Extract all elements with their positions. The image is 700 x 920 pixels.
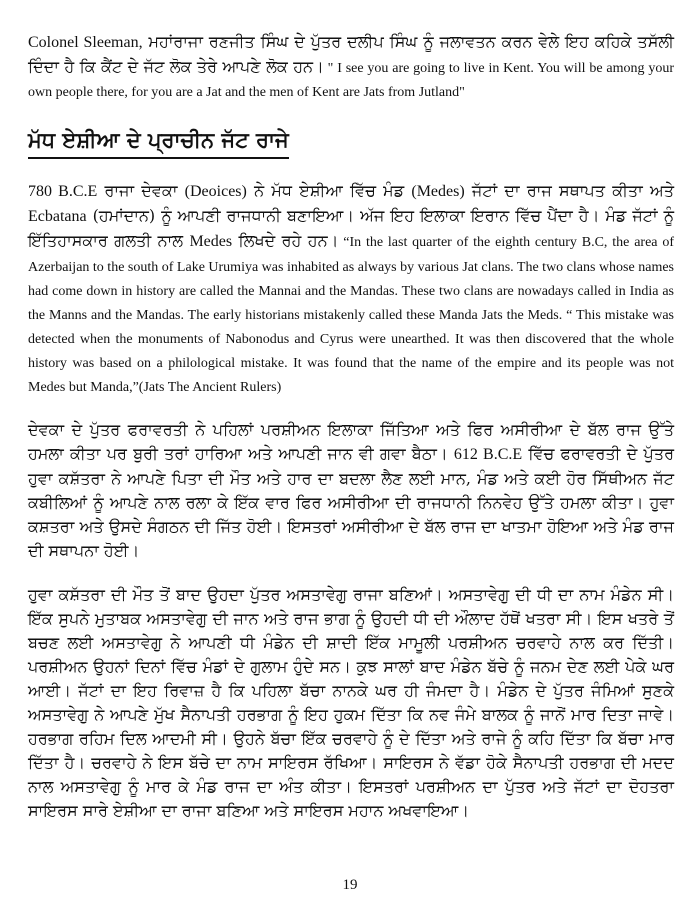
english-quote: “In the last quarter of the eighth century B.C, the area of Azerbaijan to the south of Lake Urumiya was inhabited as always by various Jat clans. The two clans whose names had come down in history are called the Mannai and the Mandas. These two clans are nowadays called in India as the Manns and the Mandas. The early historians mistakenly called these Manda Jats the Meds. “ This mistake was detected when the monuments of Nabonodus and Cyrus were unearthed. It was then discovered that the whole history was based on a philological mistake. It was found that the name of the empire and its people was not Medes but Manda,”(Jats The Ancient Rulers) (28, 235, 674, 395)
page-content (28, 30, 674, 823)
english-term: (Deoices) (184, 183, 247, 200)
english-term: (Medes) (411, 183, 465, 200)
colonel-sleeman-text: Colonel Sleeman, (28, 34, 143, 51)
punjabi-text: ਲਿਖਦੇ ਰਹੇ ਹਨ। (232, 231, 339, 250)
english-term: Medes (189, 233, 233, 250)
paragraph-dalip-singh (28, 30, 674, 103)
english-quote: " I see you are going to live in Kent. You will be among your own people there, for you are a Jat and the men of Kent are Jats from Jutland" (28, 61, 674, 100)
punjabi-text: ਦੇਵਕਾ ਦੇ ਪੁੱਤਰ ਫਰਾਵਰਤੀ ਨੇ ਪਹਿਲਾਂ ਪਰਸ਼ੀਅਨ ਇਲਾਕਾ ਜਿੱਤਿਆ ਅਤੇ ਫਿਰ ਅਸੀਰੀਆ ਦੇ ਬੱਲ ਰਾਜ ਉੱਤੇ ਹਮਲਾ ਕੀਤਾ ਪਰ ਬੁਰੀ ਤਰਾਂ ਹਾਰਿਆ ਅਤੇ ਆਪਣੀ ਜਾਨ ਵੀ ਗਵਾ ਬੈਠਾ। (28, 420, 674, 463)
paragraph-deoices (28, 179, 674, 398)
paragraph-cyrus: ਹੁਵਾ ਕਸ਼ੱਤਰਾ ਦੀ ਮੌਤ ਤੋਂ ਬਾਦ ਉਹਦਾ ਪੁੱਤਰ ਅਸਤਾਵੇਗੁ ਰਾਜਾ ਬਣਿਆਂ। ਅਸਤਾਵੇਗੁ ਦੀ ਧੀ ਦਾ ਨਾਮ ਮੰਡੇਨ ਸੀ। ਇੱਕ ਸੁਪਨੇ ਮੁਤਾਬਕ ਅਸਤਾਵੇਗੁ ਦੀ ਜਾਨ ਅਤੇ ਰਾਜ ਭਾਗ ਨੂੰ ਉਹਦੀ ਧੀ ਦੀ ਔਲਾਦ ਹੱਥੋਂ ਖਤਰਾ ਸੀ। ਇਸ ਖਤਰੇ ਤੋਂ ਬਚਣ ਲਈ ਅਸਤਾਵੇਗੁ ਨੇ ਆਪਣੀ ਧੀ ਮੰਡੇਨ ਦੀ ਸ਼ਾਦੀ ਇੱਕ ਮਾਮੂਲੀ ਪਰਸ਼ੀਅਨ ਚਰਵਾਹੇ ਨਾਲ ਕਰ ਦਿੱਤੀ। ਪਰਸ਼ੀਅਨ ਉਹਨਾਂ ਦਿਨਾਂ ਵਿੱਚ ਮੰਡਾਂ ਦੇ ਗੁਲਾਮ ਹੁੰਦੇ ਸਨ। ਕੁਝ ਸਾਲਾਂ ਬਾਦ ਮੰਡੇਨ ਬੱਚੇ ਨੂੰ ਜਨਮ ਦੇਣ ਲਈ ਪੇਕੇ ਘਰ ਆਈ। ਜੱਟਾਂ ਦਾ ਇਹ ਰਿਵਾਜ਼ ਹੈ ਕਿ ਪਹਿਲਾ ਬੱਚਾ ਨਾਨਕੇ ਘਰ ਹੀ ਜੰਮਦਾ ਹੈ। ਮੰਡੇਨ ਦੇ ਪੁੱਤਰ ਜੰਮਿਆਂ ਸੁਣਕੇ ਅਸਤਾਵੇਗੁ ਨੇ ਆਪਣੇ ਮੁੱਖ ਸੈਨਾਪਤੀ ਹਰਭਾਗ ਨੂੰ ਇਹ ਹੁਕਮ ਦਿੱਤਾ ਕਿ ਨਵ ਜੰਮੇ ਬਾਲਕ ਨੂੰ ਜਾਨੋਂ ਮਾਰ ਦਿਤਾ ਜਾਵੇ। ਹਰਭਾਗ ਰਹਿਮ ਦਿਲ ਆਦਮੀ ਸੀ। ਉਹਨੇ ਬੱਚਾ ਇੱਕ ਚਰਵਾਹੇ ਨੂੰ ਦੇ ਦਿੱਤਾ ਅਤੇ ਰਾਜੇ ਨੂੰ ਕਹਿ ਦਿੱਤਾ ਕਿ ਬੱਚਾ ਮਾਰ ਦਿੱਤਾ ਹੈ। ਚਰਵਾਹੇ ਨੇ ਇਸ ਬੱਚੇ ਦਾ ਨਾਮ ਸਾਇਰਸ ਰੱਖਿਆ। ਸਾਇਰਸ ਨੇ ਵੱਡਾ ਹੋਕੇ ਸੈਨਾਪਤੀ ਹਰਭਾਗ ਦੀ ਮਦਦ ਨਾਲ ਅਸਤਾਵੇਗੁ ਨੂੰ ਮਾਰ ਕੇ ਮੰਡ ਰਾਜ ਦਾ ਅੰਤ ਕੀਤਾ। ਇਸਤਰਾਂ ਪਰਸ਼ੀਅਨ ਦਾ ਪੁੱਤਰ ਅਤੇ ਜੱਟਾਂ ਦਾ ਦੋਹਤਰਾ ਸਾਇਰਸ ਸਾਰੇ ਏਸ਼ੀਆ ਦਾ ਰਾਜਾ ਬਣਿਆ ਅਤੇ ਸਾਇਰਸ ਮਹਾਨ ਅਖਵਾਇਆ। (28, 585, 674, 820)
punjabi-text: ਰਾਜਾ ਦੇਵਕਾ (97, 181, 185, 200)
paragraph-fravarti (28, 418, 674, 563)
year-text: 612 B.C.E (453, 446, 523, 463)
punjabi-text: (ਹਮਾਂਦਾਨ) ਨੂੰ ਆਪਣੀ ਰਾਜਧਾਨੀ ਬਣਾਇਆ। ਅੱਜ ਇਹ ਇਲਾਕਾ ਇਰਾਨ ਵਿੱਚ ਪੈਂਦਾ ਹੈ। ਮੰਡ ਜੱਟਾਂ ਨੂੰ ਇੱਤਿਹਾਸਕਾਰ ਗਲਤੀ ਨਾਲ (28, 206, 674, 250)
section-heading: ਮੱਧ ਏਸ਼ੀਆ ਦੇ ਪ੍ਰਾਚੀਨ ਜੱਟ ਰਾਜੇ (28, 125, 289, 159)
punjabi-text: ਨੇ ਮੱਧ ਏਸ਼ੀਆ ਵਿੱਚ ਮੰਡ (246, 181, 412, 200)
page-number: 19 (342, 877, 358, 893)
punjabi-text: ਮਹਾਂਰਾਜਾ ਰਣਜੀਤ ਸਿੰਘ ਦੇ ਪੁੱਤਰ ਦਲੀਪ ਸਿੰਘ ਨੂੰ ਜਲਾਵਤਨ ਕਰਨ ਵੇਲੇ ਇਹ ਕਹਿਕੇ ਤਸੱਲੀ ਦਿੰਦਾ ਹੈ ਕਿ ਕੈਂਟ ਦੇ ਜੱਟ ਲੋਕ ਤੇਰੇ ਆਪਣੇ ਲੋਕ ਹਨ। (28, 32, 674, 76)
punjabi-text: ਵਿੱਚ ਫਰਾਵਰਤੀ ਦੇ ਪੁੱਤਰ ਹੁਵਾ ਕਸ਼ੱਤਰਾ ਨੇ ਆਪਣੇ ਪਿਤਾ ਦੀ ਮੌਤ ਅਤੇ ਹਾਰ ਦਾ ਬਦਲਾ ਲੈਣ ਲਈ ਮਾਨ, ਮੰਡ ਅਤੇ ਕਈ ਹੋਰ ਸਿੱਥੀਅਨ ਜੱਟ ਕਬੀਲਿਆਂ ਨੂੰ ਆਪਣੇ ਨਾਲ ਰਲਾ ਕੇ ਇੱਕ ਵਾਰ ਫਿਰ ਅਸੀਰੀਆ ਦੀ ਰਾਜਧਾਨੀ ਨਿਨਵੇਹ ਉੱਤੇ ਹਮਲਾ ਕੀਤਾ। ਹੁਵਾ ਕਸ਼ਤਰਾ ਅਤੇ ਉਸਦੇ ਸੰਗਠਨ ਦੀ ਜਿੱਤ ਹੋਈ। ਇਸਤਰਾਂ ਅਸੀਰੀਆ ਦੇ ਬੱਲ ਰਾਜ ਦਾ ਖਾਤਮਾ ਹੋਇਆ ਅਤੇ ਮੰਡ ਰਾਜ ਦੀ ਸਥਾਪਨਾ ਹੋਈ। (28, 444, 675, 560)
punjabi-text: ਜੱਟਾਂ ਦਾ ਰਾਜ ਸਥਾਪਤ ਕੀਤਾ ਅਤੇ (464, 181, 674, 200)
section-heading-wrapper (28, 103, 674, 159)
english-term: Ecbatana (28, 208, 87, 225)
year-text: 780 B.C.E (28, 183, 98, 200)
